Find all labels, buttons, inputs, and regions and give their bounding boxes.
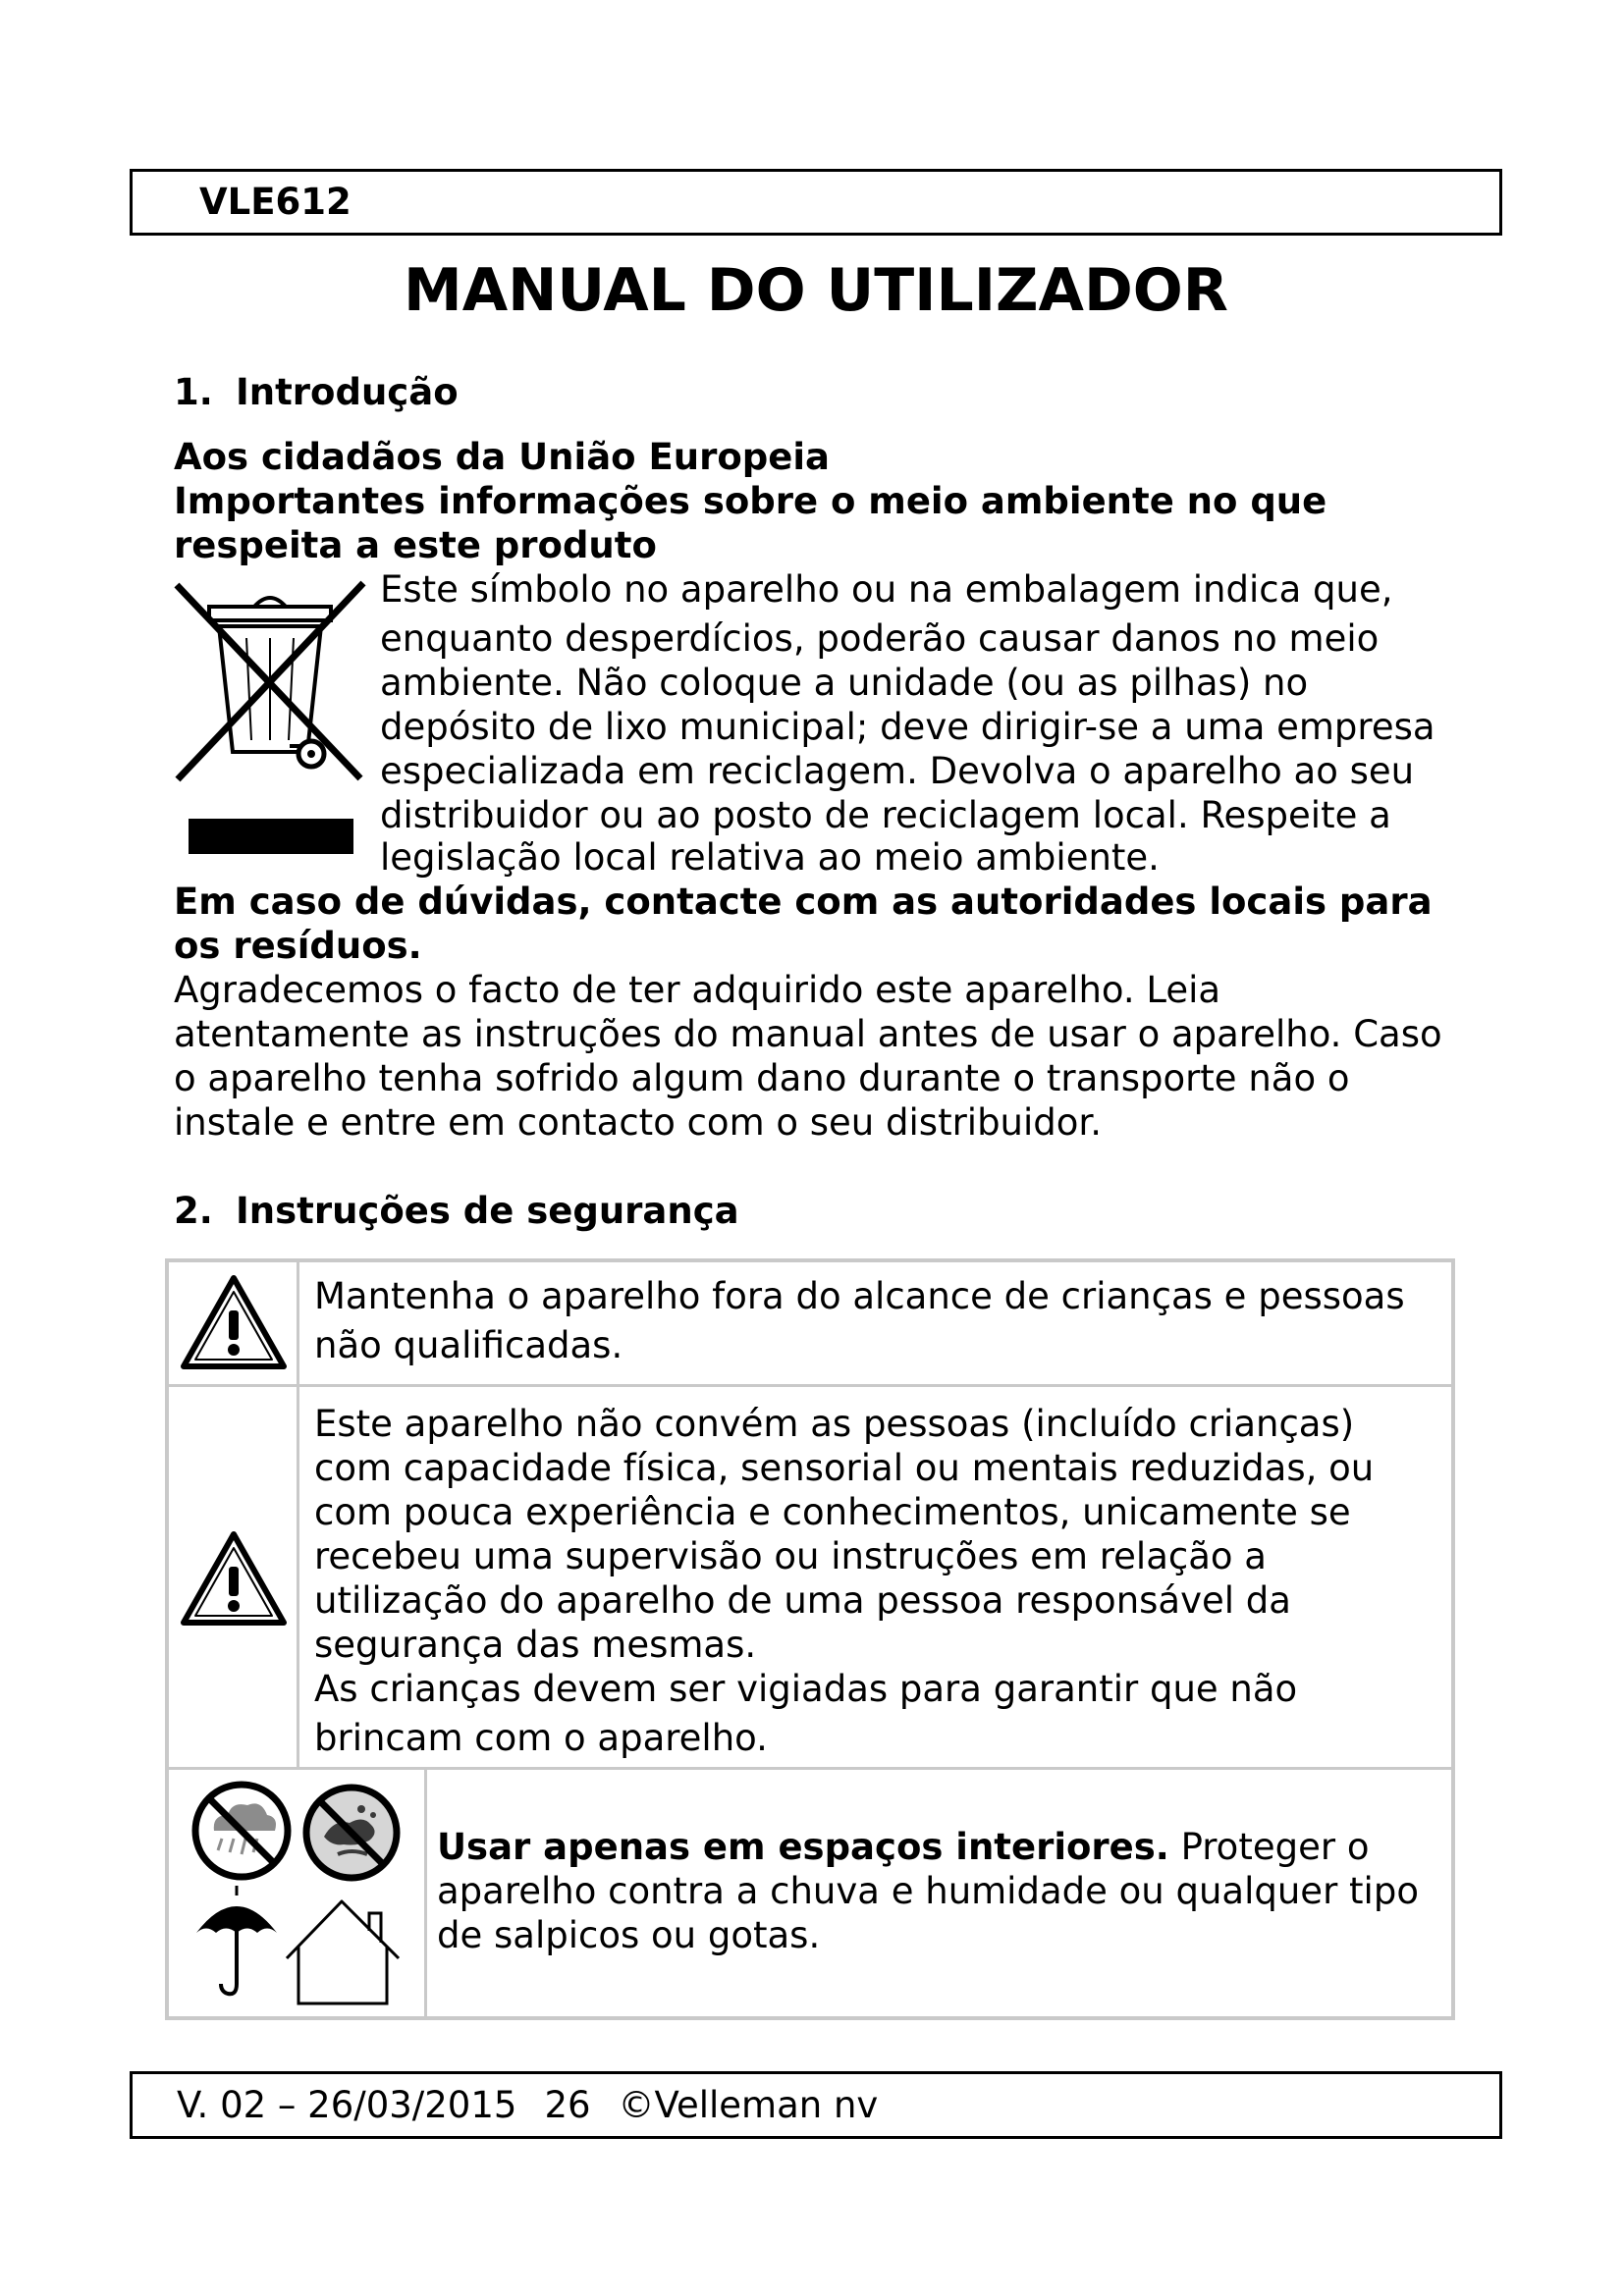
thanks-line: Agradecemos o facto de ter adquirido este aparelho. Leia (174, 969, 1221, 1011)
safety-text-line: recebeu uma supervisão ou instruções em relação a (314, 1535, 1267, 1577)
thanks-line: instale e entre em contacto com o seu distribuidor. (174, 1101, 1102, 1144)
safety-text-line: Este aparelho não convém as pessoas (incluído crianças) (314, 1403, 1355, 1445)
safety-text-line: utilização do aparelho de uma pessoa responsável da (314, 1579, 1291, 1622)
icon-cell (169, 1387, 299, 1767)
doubts-line: Em caso de dúvidas, contacte com as autoridades locais para (174, 881, 1433, 923)
weee-text-line: depósito de lixo municipal; deve dirigir-se a uma empresa (380, 706, 1435, 748)
header-box (130, 169, 1502, 236)
icon-cell (169, 1262, 299, 1384)
weee-text-line: especializada em reciclagem. Devolva o aparelho ao seu (380, 750, 1415, 792)
umbrella-icon (196, 1886, 277, 1994)
eu-heading-line: respeita a este produto (174, 524, 657, 566)
safety-row (169, 1384, 1451, 1767)
safety-text-line: com capacidade física, sensorial ou mentais reduzidas, ou (314, 1447, 1375, 1489)
footer-version-date: V. 02 – 26/03/2015 (177, 2084, 517, 2126)
no-splash-icon (306, 1788, 397, 1878)
safety-text-line: segurança das mesmas. (314, 1624, 757, 1666)
weee-text-line: Este símbolo no aparelho ou na embalagem indica que, (380, 568, 1393, 611)
doubts-line: os resíduos. (174, 925, 422, 967)
thanks-line: o aparelho tenha sofrido algum dano durante o transporte não o (174, 1057, 1350, 1099)
safety-text-line: brincam com o aparelho. (314, 1717, 768, 1759)
indoor-house-icon (287, 1901, 399, 2003)
icon-cell (169, 1770, 427, 2016)
weee-text-line: ambiente. Não coloque a unidade (ou as pilhas) no (380, 662, 1309, 704)
crossed-out-wheelie-bin-icon (172, 577, 368, 862)
section-1-number: 1. (174, 371, 213, 413)
warning-triangle-icon (179, 1529, 289, 1628)
section-1-heading: Introdução (236, 371, 459, 413)
safety-row (169, 1262, 1451, 1384)
safety-text-line: com pouca experiência e conhecimentos, unicamente se (314, 1491, 1351, 1533)
warning-triangle-icon (179, 1273, 289, 1371)
weee-text-line: distribuidor ou ao posto de reciclagem local. Respeite a (380, 794, 1391, 836)
safety-row (169, 1767, 1451, 2016)
weee-text-line: legislação local relativa ao meio ambiente. (380, 836, 1160, 879)
footer-page-number: 26 (544, 2084, 591, 2126)
safety-text-line: não qualificadas. (314, 1324, 623, 1366)
safety-table (165, 1258, 1455, 2020)
weee-text-line: enquanto desperdícios, poderão causar danos no meio (380, 617, 1380, 660)
indoor-use-icons (177, 1776, 412, 2011)
indoor-use-emphasis: Usar apenas em espaços interiores. (437, 1826, 1169, 1868)
page-title: MANUAL DO UTILIZADOR (404, 256, 1228, 325)
safety-text-line: de salpicos ou gotas. (437, 1914, 821, 1956)
thanks-line: atentamente as instruções do manual antes de usar o aparelho. Caso (174, 1013, 1442, 1055)
safety-text-line (437, 1825, 1369, 1869)
safety-text-line: aparelho contra a chuva e humidade ou qualquer tipo (437, 1870, 1419, 1912)
section-2-number: 2. (174, 1190, 213, 1232)
eu-heading-line: Importantes informações sobre o meio ambiente no que (174, 480, 1327, 522)
safety-text-line: As crianças devem ser vigiadas para garantir que não (314, 1668, 1298, 1710)
footer-text (177, 2074, 878, 2136)
footer-copyright: ©Velleman nv (618, 2084, 879, 2126)
section-2-heading: Instruções de segurança (236, 1190, 739, 1232)
safety-text-line: Mantenha o aparelho fora do alcance de crianças e pessoas (314, 1275, 1405, 1317)
no-rain-icon (195, 1785, 288, 1877)
footer-box (130, 2071, 1502, 2139)
model-number: VLE612 (199, 181, 352, 223)
eu-heading-line: Aos cidadãos da União Europeia (174, 436, 830, 478)
indoor-use-text: Proteger o (1180, 1826, 1370, 1868)
